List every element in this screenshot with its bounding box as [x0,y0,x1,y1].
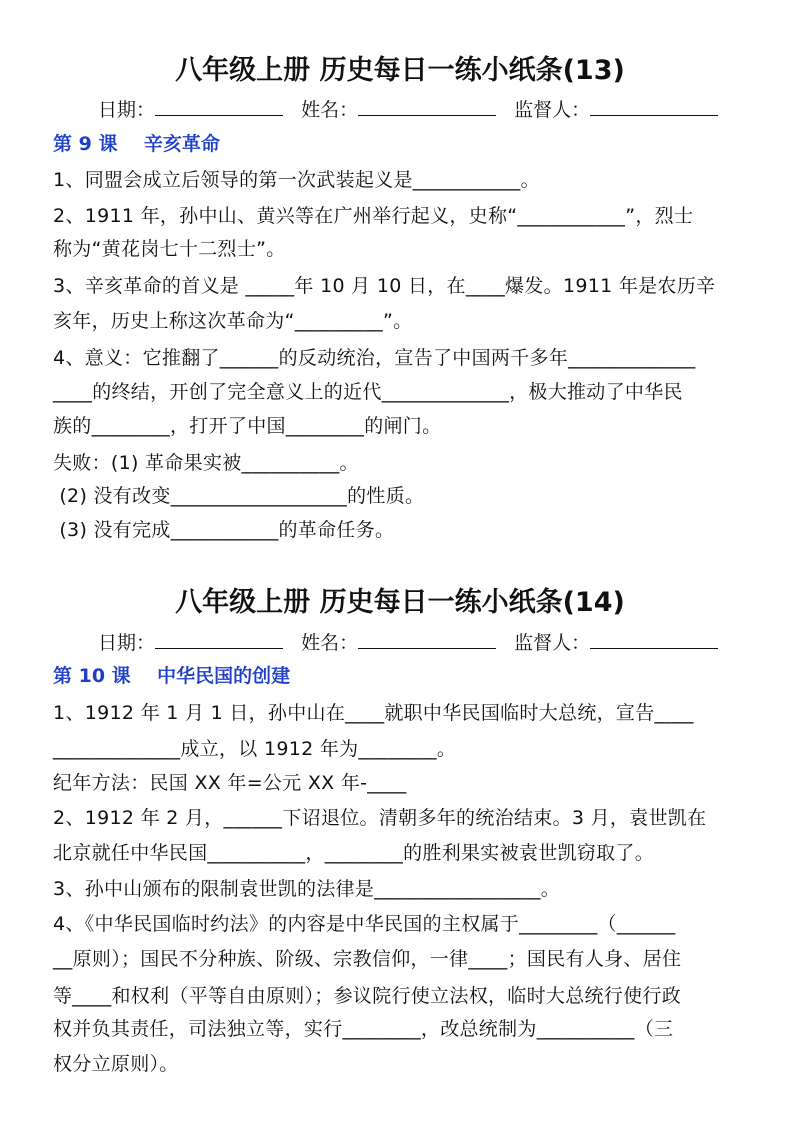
sheet14-line: 3、孙中山颁布的限制袁世凯的法律是_________________。 [53,878,561,900]
date-blank[interactable] [155,97,283,116]
name-label: 姓名： [301,99,359,121]
date-blank[interactable] [155,630,283,649]
sheet14-line: 等____和权利（平等自由原则）；参议院行使立法权，临时大总统行使行政 [53,985,682,1007]
sheet14-line: __原则）；国民不分种族、阶级、宗教信仰，一律____；国民有人身、居住 [53,948,682,970]
sheet14-line: 4、《中华民国临时约法》的内容是中华民国的主权属于________（______ [53,913,676,935]
sheet13-line: 4、意义：它推翻了______的反动统治，宣告了中国两千多年_____________ [53,347,696,369]
supervisor-blank[interactable] [590,630,718,649]
sheet14-line: 权分立原则）。 [53,1053,179,1075]
sheet14-lesson-heading: 第 10 课 中华民国的创建 [53,665,291,687]
sheet14-line: 纪年方法：民国 XX 年=公元 XX 年-____ [53,772,407,794]
sheet14-fields [98,630,718,656]
supervisor-blank[interactable] [590,97,718,116]
sheet13-line: 2、1911 年，孙中山、黄兴等在广州举行起义，史称“___________”，烈士 [53,205,694,227]
sheet14-line: 北京就任中华民国__________，________的胜利果实被袁世凯窃取了。 [53,842,655,864]
sheet13-line: 1、同盟会成立后领导的第一次武装起义是___________。 [53,169,540,191]
sheet13-line: ____的终结，开创了完全意义上的近代_____________，极大推动了中华民 [53,381,683,403]
sheet13-line: 族的________，打开了中国________的闸门。 [53,415,442,437]
sheet13-line: 称为“黄花岗七十二烈士”。 [53,238,286,260]
sheet13-title: 八年级上册 历史每日一练小纸条(13) [175,55,625,86]
sheet13-fields [98,97,718,123]
sheet14-line: 1、1912 年 1 月 1 日，孙中山在____就职中华民国临时大总统，宣告____ [53,702,694,724]
date-label: 日期： [98,99,156,121]
sheet13-line: 3、辛亥革命的首义是 _____年 10 月 10 日，在____爆发。1911 年是农历辛 [53,275,716,297]
sheet13-line: 亥年，历史上称这次革命为“_________”。 [53,310,413,332]
name-blank[interactable] [358,630,496,649]
name-label: 姓名： [301,632,359,654]
name-blank[interactable] [358,97,496,116]
sheet14-line: 2、1912 年 2 月，______下诏退位。清朝多年的统治结束。3 月，袁世凯在 [53,807,707,829]
date-label: 日期： [98,632,156,654]
sheet13-lesson-heading: 第 9 课 辛亥革命 [53,133,220,155]
sheet14-title: 八年级上册 历史每日一练小纸条(14) [175,587,625,618]
sheet13-line: 失败：(1) 革命果实被__________。 [53,452,359,474]
sheet13-line: (2) 没有改变__________________的性质。 [53,485,425,507]
supervisor-label: 监督人： [514,99,591,121]
sheet13-line: (3) 没有完成___________的革命任务。 [53,519,395,541]
sheet14-line: 权并负其责任，司法独立等，实行________，改总统制为__________（三 [53,1018,674,1040]
sheet14-line: _____________成立，以 1912 年为________。 [53,738,457,760]
supervisor-label: 监督人： [514,632,591,654]
